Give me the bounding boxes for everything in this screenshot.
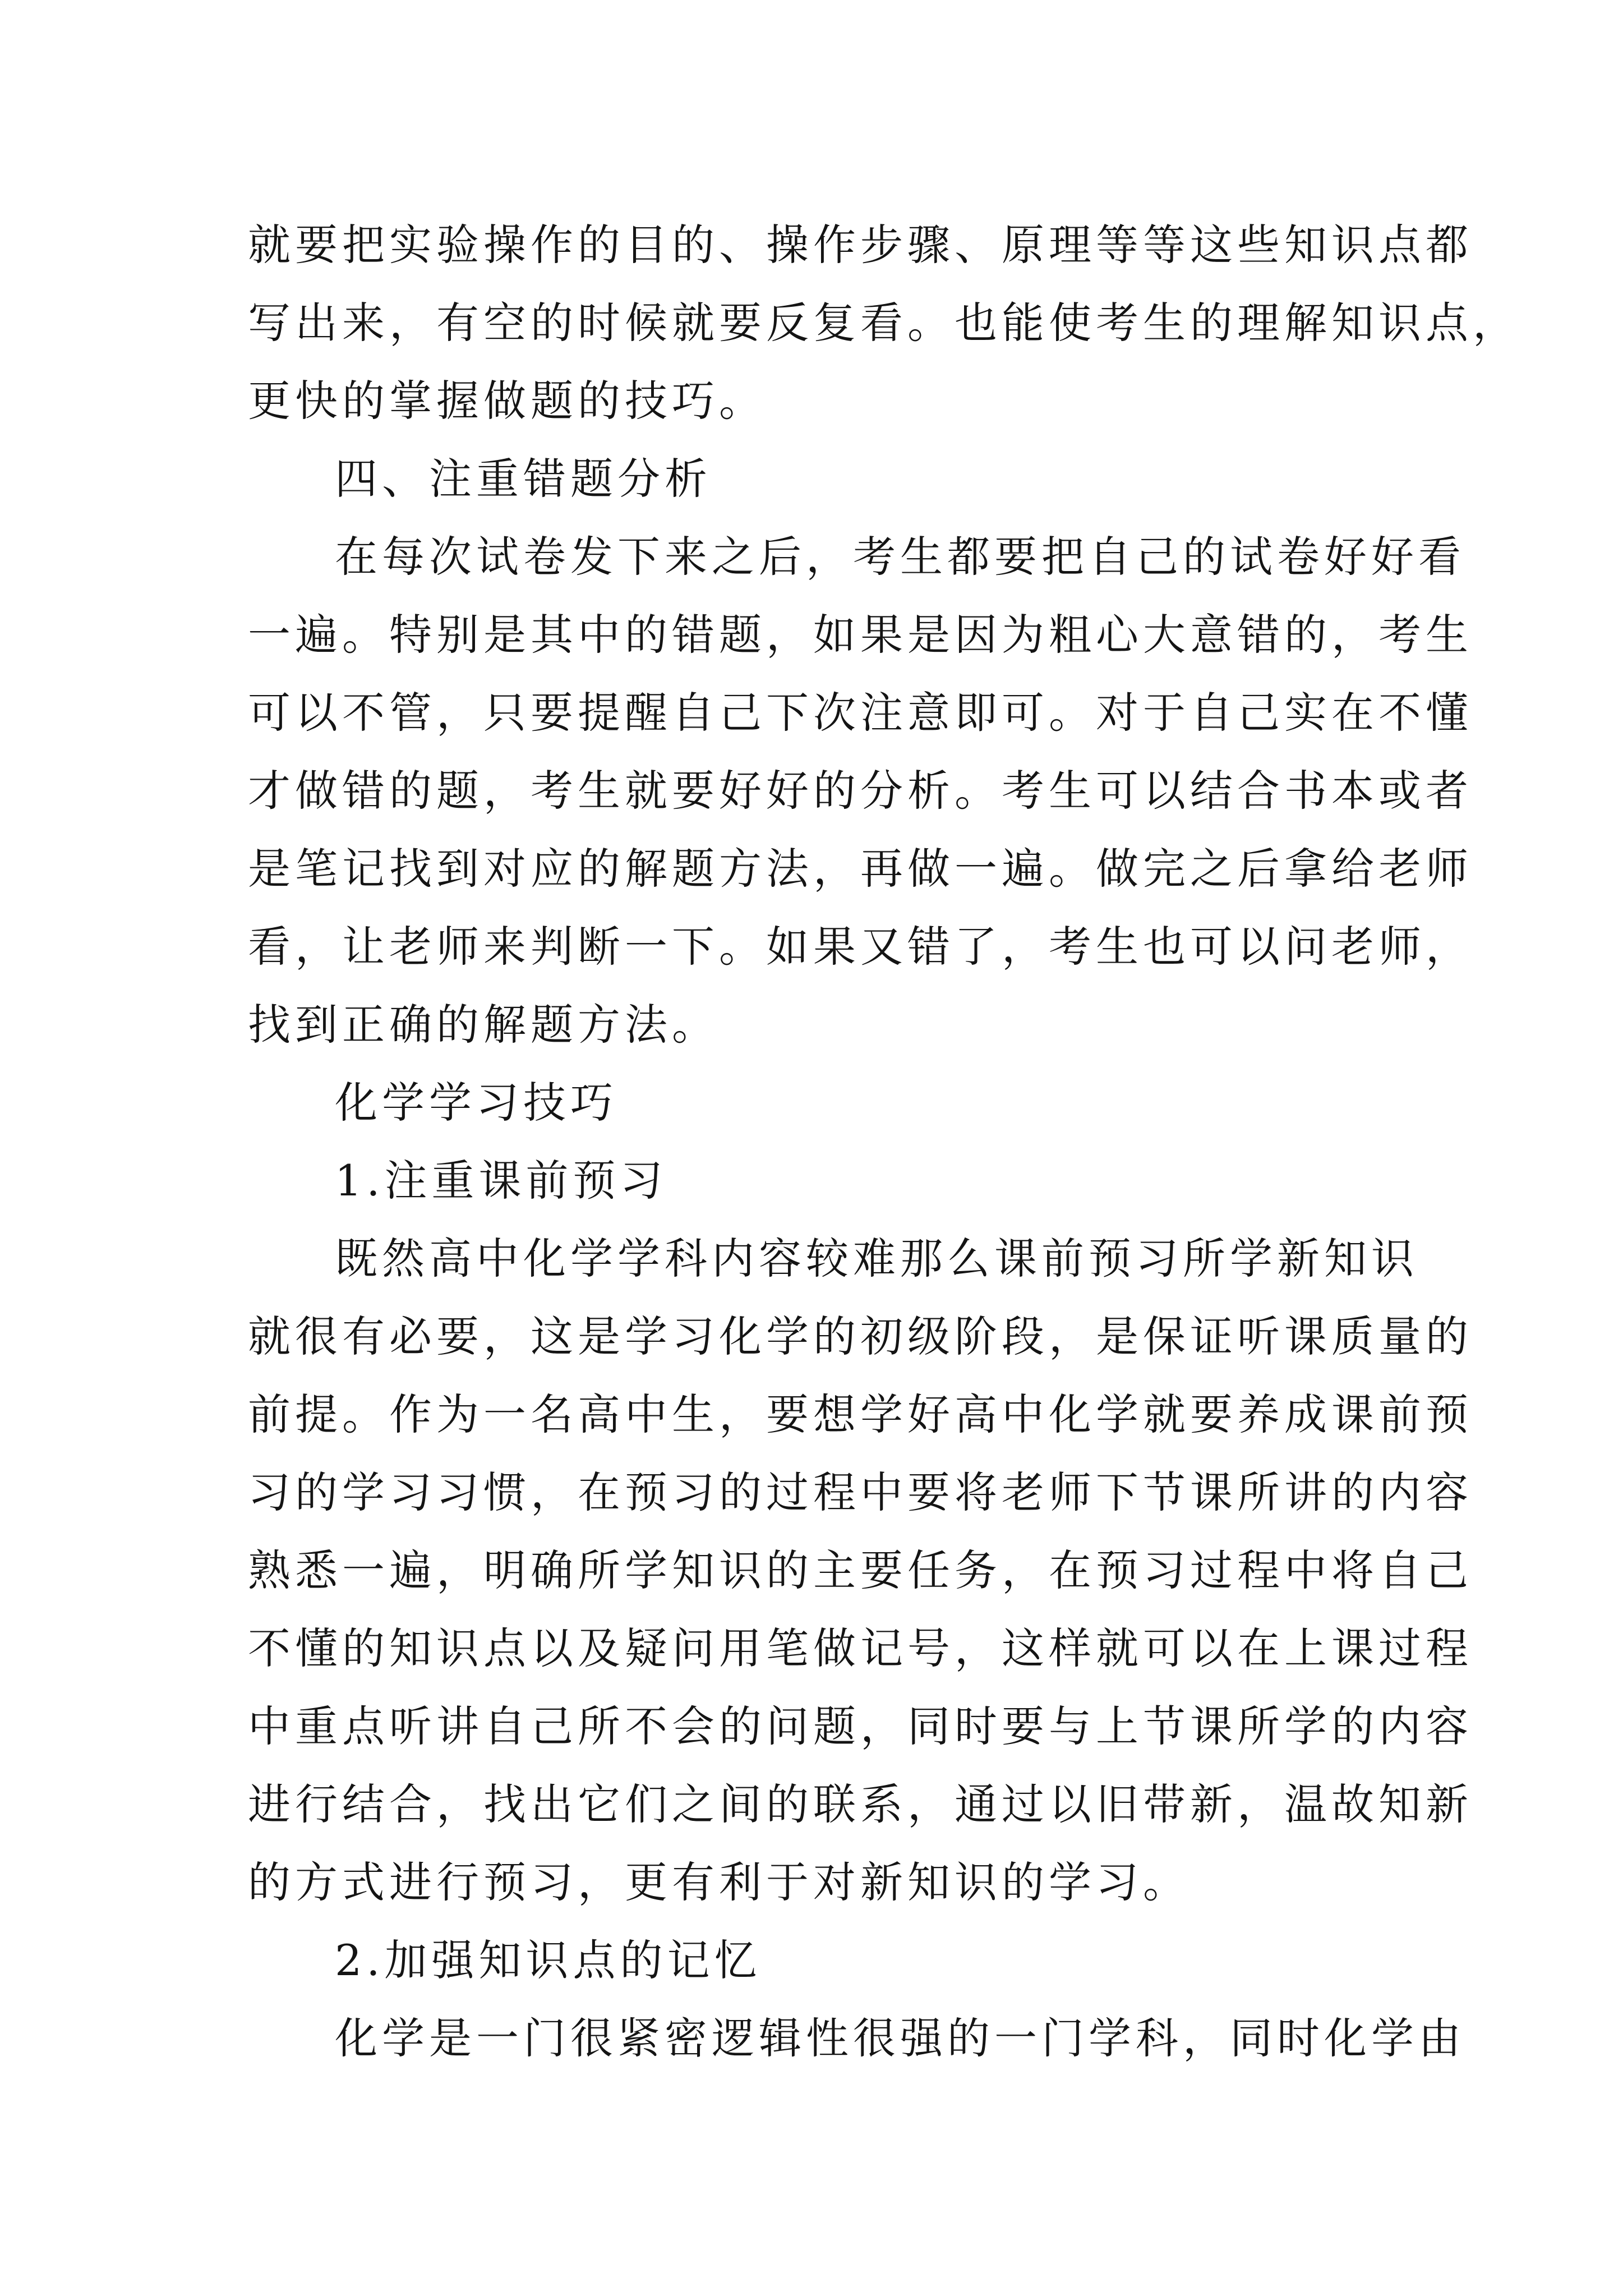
body-text-line: 中重点听讲自己所不会的问题，同时要与上节课所学的内容 bbox=[248, 1701, 1473, 1751]
body-text-line: 一遍。特别是其中的错题，如果是因为粗心大意错的，考生 bbox=[248, 610, 1473, 660]
body-text-line: 找到正确的解题方法。 bbox=[248, 1000, 719, 1050]
body-text-line: 前提。作为一名高中生，要想学好高中化学就要养成课前预 bbox=[248, 1389, 1473, 1439]
body-text-line: 进行结合，找出它们之间的联系，通过以旧带新，温故知新 bbox=[248, 1779, 1473, 1829]
subsection-heading: 2.加强知识点的记忆 bbox=[335, 1935, 762, 1985]
body-text-line: 是笔记找到对应的解题方法，再做一遍。做完之后拿给老师 bbox=[248, 844, 1473, 894]
body-text-line: 化学是一门很紧密逻辑性很强的一门学科，同时化学由 bbox=[335, 2013, 1465, 2063]
body-text-line: 就很有必要，这是学习化学的初级阶段，是保证听课质量的 bbox=[248, 1312, 1473, 1361]
body-text-line: 熟悉一遍，明确所学知识的主要任务，在预习过程中将自己 bbox=[248, 1545, 1473, 1595]
section-heading: 化学学习技巧 bbox=[335, 1078, 617, 1128]
section-heading: 四、注重错题分析 bbox=[335, 454, 712, 504]
body-text-line: 的方式进行预习，更有利于对新知识的学习。 bbox=[248, 1857, 1190, 1907]
body-text-line: 习的学习习惯，在预习的过程中要将老师下节课所讲的内容 bbox=[248, 1467, 1473, 1517]
body-text-line: 可以不管，只要提醒自己下次注意即可。对于自己实在不懂 bbox=[248, 688, 1473, 738]
body-text-line: 更快的掌握做题的技巧。 bbox=[248, 376, 766, 426]
body-text-line: 写出来，有空的时候就要反复看。也能使考生的理解知识点， bbox=[248, 298, 1520, 348]
body-text-line: 才做错的题，考生就要好好的分析。考生可以结合书本或者 bbox=[248, 766, 1473, 816]
body-text-line: 在每次试卷发下来之后，考生都要把自己的试卷好好看 bbox=[335, 532, 1465, 582]
body-text-line: 不懂的知识点以及疑问用笔做记号，这样就可以在上课过程 bbox=[248, 1623, 1473, 1673]
subsection-heading: 1.注重课前预习 bbox=[335, 1156, 667, 1205]
body-text-line: 看，让老师来判断一下。如果又错了，考生也可以问老师， bbox=[248, 922, 1473, 972]
body-text-line: 既然高中化学学科内容较难那么课前预习所学新知识 bbox=[335, 1234, 1418, 1283]
body-text-line: 就要把实验操作的目的、操作步骤、原理等等这些知识点都 bbox=[248, 220, 1473, 270]
